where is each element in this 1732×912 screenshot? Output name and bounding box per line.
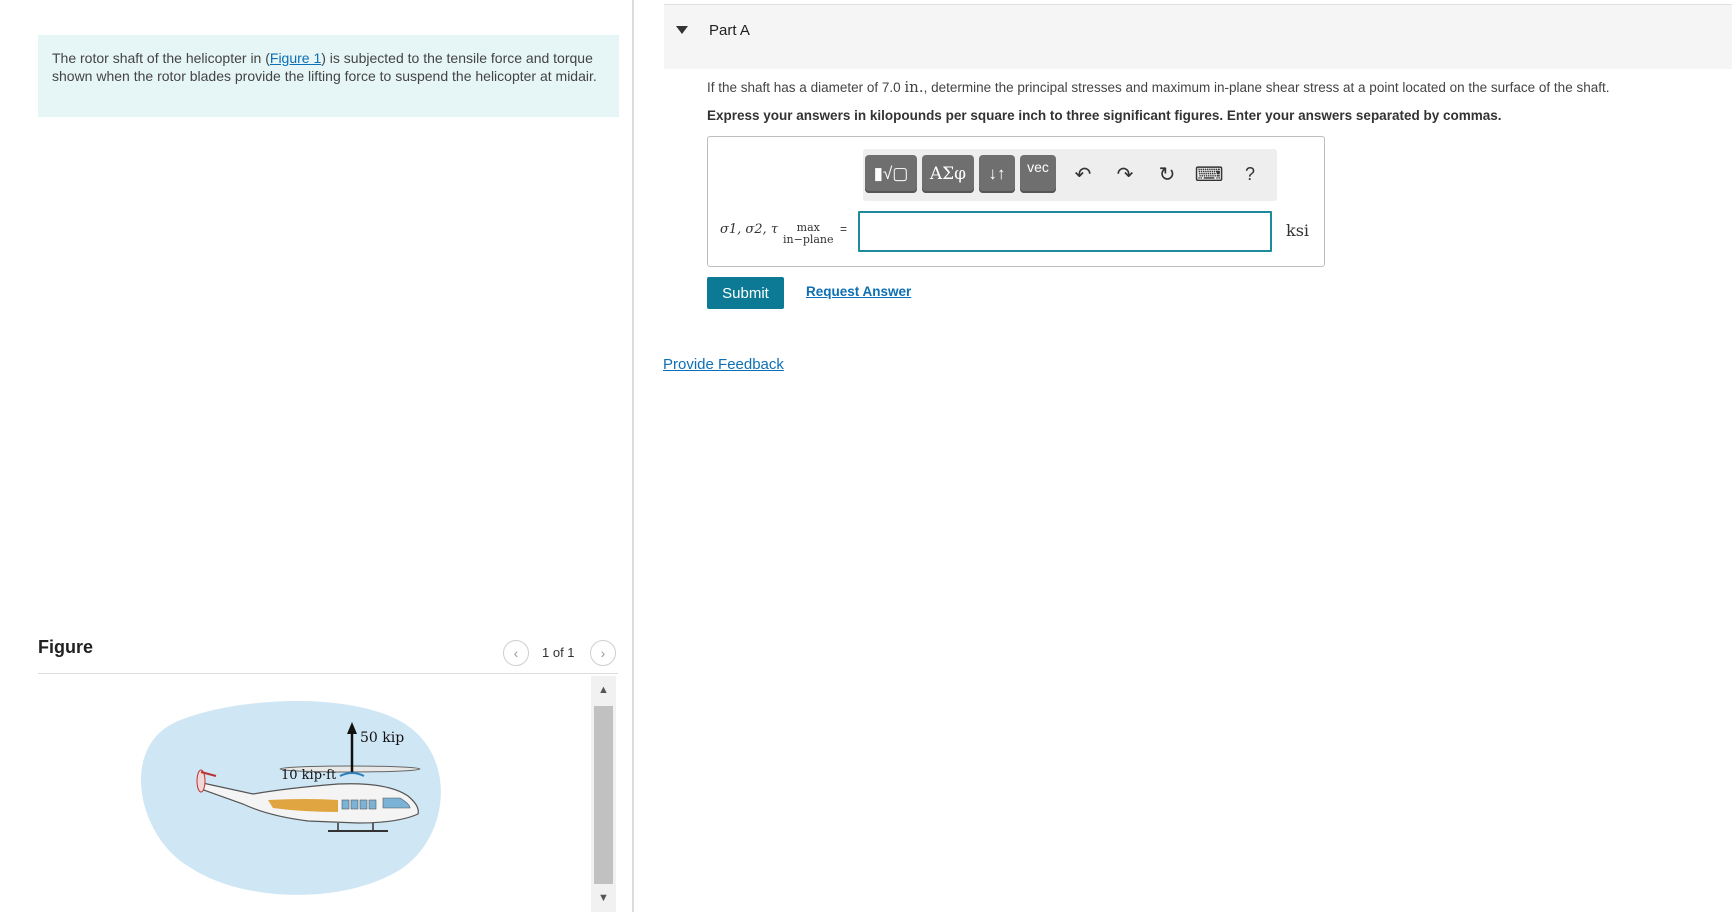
scrollbar-thumb[interactable] xyxy=(594,706,613,884)
tau-subscript xyxy=(783,222,834,246)
sort-button[interactable] xyxy=(979,155,1015,193)
tau-sub-bottom: in−plane xyxy=(783,233,834,246)
reset-icon[interactable]: ↻ xyxy=(1158,163,1176,186)
sort-arrows-icon: ↓↑ xyxy=(988,164,1006,183)
figure-viewport xyxy=(38,676,590,912)
answer-variables: σ1, σ2, τ xyxy=(720,222,779,237)
undo-icon[interactable]: ↶ xyxy=(1074,163,1092,186)
math-toolbar xyxy=(863,149,1277,201)
question-text xyxy=(707,78,1609,96)
window-2 xyxy=(351,800,358,809)
window-4 xyxy=(369,800,376,809)
scroll-down-arrow-icon[interactable]: ▼ xyxy=(598,892,609,904)
question-unit: in. xyxy=(904,78,924,96)
chevron-left-icon: ‹ xyxy=(513,645,519,661)
chevron-right-icon: › xyxy=(600,645,606,661)
caret-down-icon[interactable] xyxy=(676,26,688,34)
figure-link[interactable]: Figure 1 xyxy=(269,50,322,66)
left-pane xyxy=(0,0,632,912)
redo-icon[interactable]: ↷ xyxy=(1116,163,1134,186)
template-icon: ▮√▢ xyxy=(873,164,909,183)
greek-icon: ΑΣφ xyxy=(929,164,967,184)
tau-sub-top: max xyxy=(796,221,820,234)
answer-input[interactable] xyxy=(858,211,1272,252)
provide-feedback-link[interactable]: Provide Feedback xyxy=(663,356,784,373)
question-after: , determine the principal stresses and maximum in-plane shear stress at a point located on the surface of the shaft. xyxy=(923,80,1610,95)
figure-title: Figure xyxy=(38,637,94,657)
figure-scrollbar[interactable] xyxy=(591,676,616,912)
vector-button[interactable] xyxy=(1020,155,1056,193)
window-3 xyxy=(360,800,367,809)
templates-button[interactable] xyxy=(865,155,917,193)
request-answer-link[interactable]: Request Answer xyxy=(806,284,912,299)
force-label: 50 kip xyxy=(360,730,405,746)
instructions-text: Express your answers in kilopounds per square inch to three significant figures. Enter your answers separated by commas. xyxy=(707,108,1502,123)
figure-next-button[interactable] xyxy=(590,640,616,666)
unit-label: ksi xyxy=(1286,221,1310,240)
part-a-title: Part A xyxy=(709,22,750,39)
helicopter-figure xyxy=(38,676,590,912)
vec-label: vec xyxy=(1027,159,1049,175)
problem-statement xyxy=(38,35,619,117)
equals-sign: = xyxy=(840,222,848,236)
greek-symbols-button[interactable] xyxy=(922,155,974,193)
figure-counter: 1 of 1 xyxy=(542,645,575,660)
submit-button[interactable]: Submit xyxy=(707,277,784,309)
help-icon[interactable]: ? xyxy=(1244,163,1255,184)
scroll-up-arrow-icon[interactable]: ▲ xyxy=(598,684,609,696)
torque-label: 10 kip·ft xyxy=(281,768,337,783)
question-before: If the shaft has a diameter of 7.0 xyxy=(707,80,905,95)
problem-text-after: ) is subjected to the tensile force and torque shown when the rotor blades provide the lifting force to suspend the helicopter at midair. xyxy=(52,50,597,84)
keyboard-icon[interactable]: ⌨ xyxy=(1194,163,1224,186)
problem-text-before: The rotor shaft of the helicopter in ( xyxy=(52,50,270,66)
part-a-header[interactable] xyxy=(664,4,1732,69)
figure-divider xyxy=(38,673,618,674)
window-1 xyxy=(342,800,349,809)
figure-prev-button[interactable] xyxy=(503,640,529,666)
